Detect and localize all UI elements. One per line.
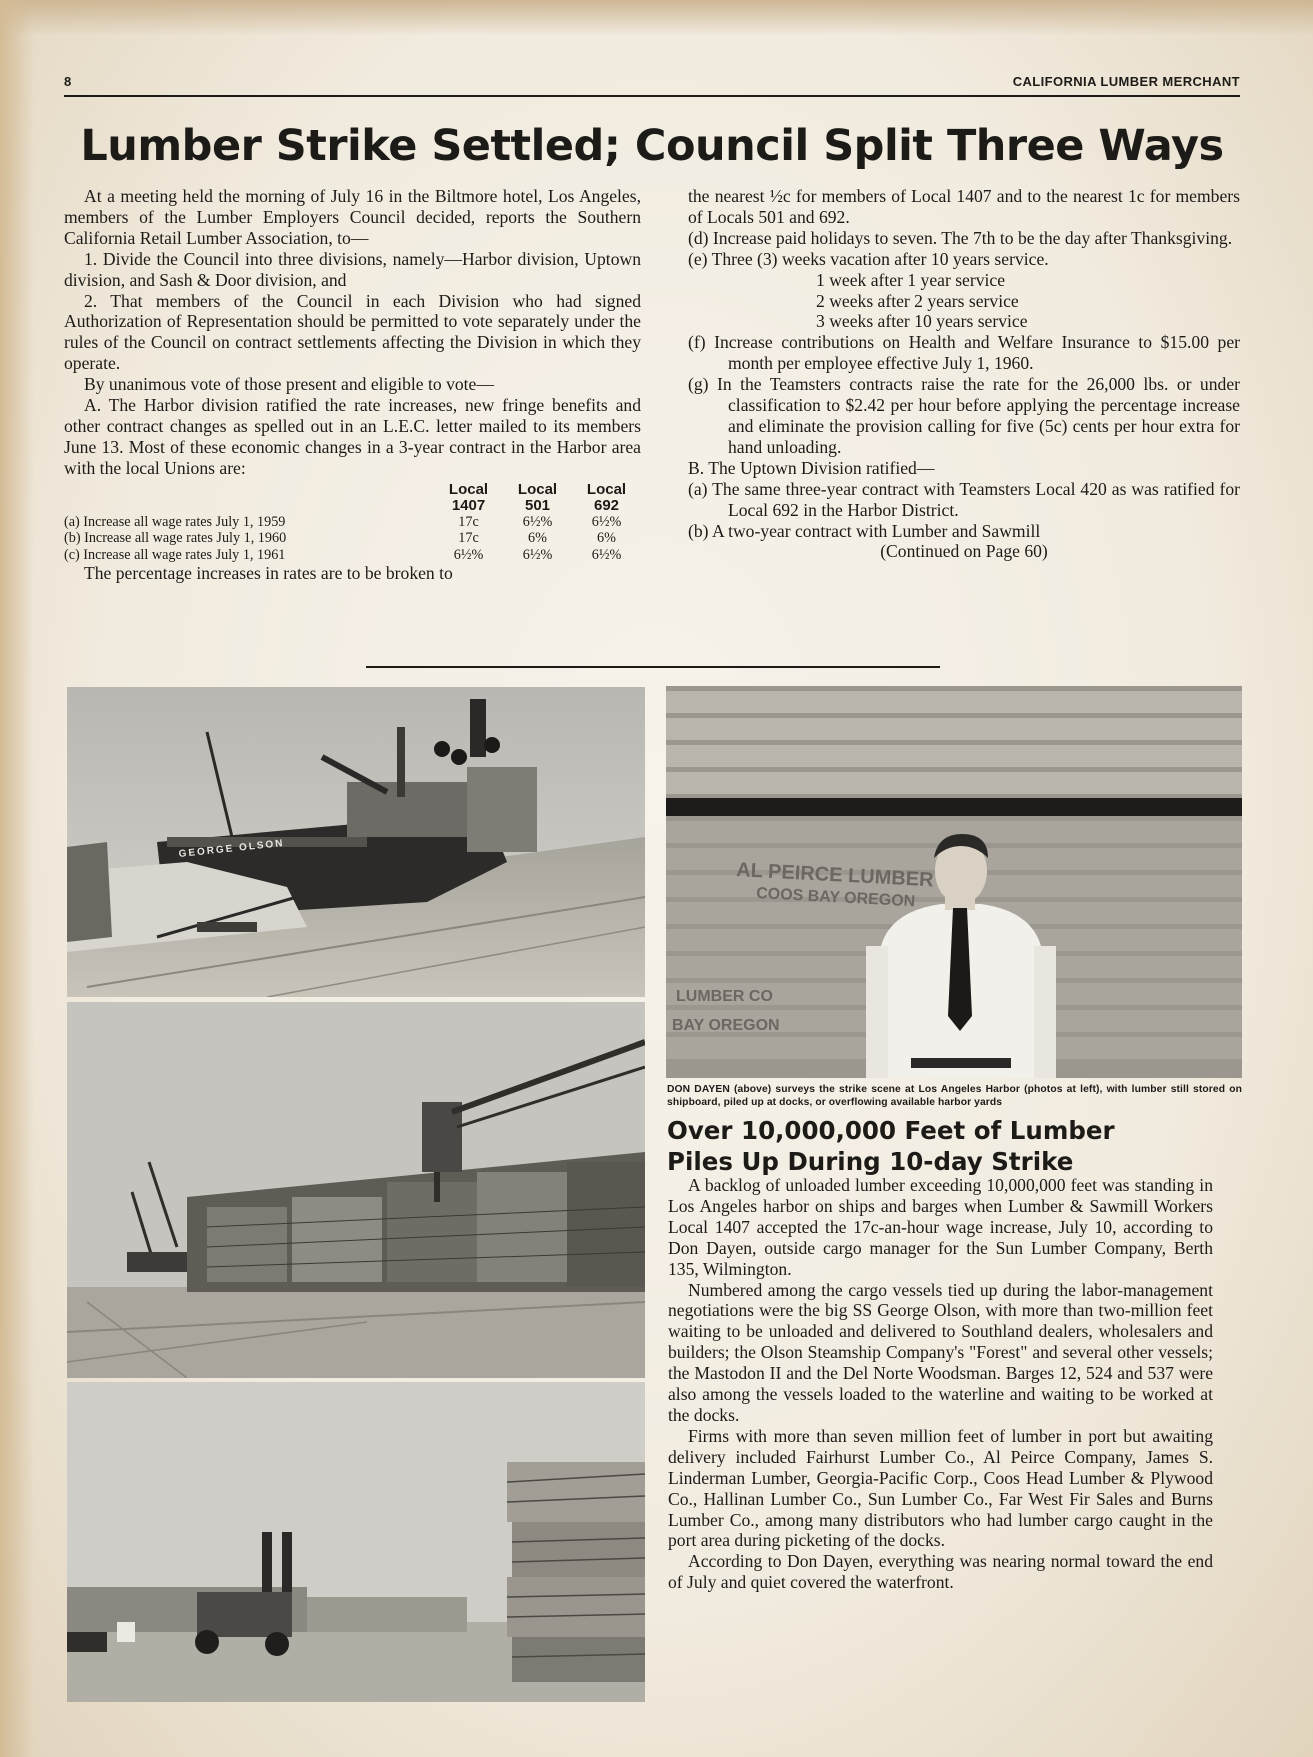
page-number: 8 — [64, 74, 72, 89]
paper-edge-top — [0, 0, 1313, 36]
paragraph: According to Don Dayen, everything was nearing normal toward the end of July and quiet covered the waterfront. — [668, 1551, 1213, 1593]
paragraph: A backlog of unloaded lumber exceeding 10,000,000 feet was standing in Los Angeles harbor on ships and barges when Lumber & Sawmill Workers Local 1407 accepted the 17c-an-hour wage increase, July 10, according to Don Dayen, outside cargo manager for the Sun Lumber Company, Berth 135, Wilmington. — [668, 1175, 1213, 1279]
table-header-row — [64, 482, 641, 514]
paragraph: the nearest ½c for members of Local 1407 and to the nearest 1c for members of Locals 501 and 692. — [688, 186, 1240, 227]
continued-note: (Continued on Page 60) — [880, 541, 1048, 562]
stamp-lettering: COOS BAY OREGON — [755, 885, 916, 911]
paragraph: 1. Divide the Council into three divisions, namely—Harbor division, Uptown division, and Sash & Door division, and — [64, 248, 641, 290]
column-header: Local 501 — [517, 480, 558, 514]
column-header: Local 692 — [586, 480, 627, 514]
stamp-lettering: AL PEIRCE LUMBER — [735, 859, 935, 892]
list-item: (e) Three (3) weeks vacation after 10 years service. — [688, 248, 1049, 269]
photo-ship-at-dock — [67, 687, 645, 997]
article2-headline-line1: Over 10,000,000 Feet of Lumber — [667, 1116, 1115, 1145]
article-column-1 — [64, 186, 641, 584]
table-row: (a) Increase all wage rates July 1, 1959 17c 6½% 6½% — [64, 513, 622, 530]
table-row: (c) Increase all wage rates July 1, 1961 6½% 6½% 6½% — [64, 546, 622, 563]
running-header — [64, 74, 1240, 96]
photo-lumber-yard-forklift — [67, 1382, 645, 1702]
paragraph: 2. That members of the Council in each Division who had signed Authorization of Representation should be permitted to vote separately under the rules of the Council on contract settlements affecting the Division in which they operate. — [64, 290, 641, 374]
stamp-lettering: BAY OREGON — [672, 1017, 780, 1034]
ship-name-lettering: GEORGE OLSON — [178, 837, 285, 860]
photo-dock-cranes-lumber — [67, 1002, 645, 1378]
header-rule — [64, 95, 1240, 97]
list-item: (a) The same three-year contract with Teamsters Local 420 as was ratified for Local 692 in the Harbor District. — [688, 478, 1240, 520]
photo-caption: DON DAYEN (above) surveys the strike scene at Los Angeles Harbor (photos at left), with lumber still stored on shipboard, piled up at docks, or overflowing available harbor yards — [667, 1084, 1242, 1108]
list-item: (g) In the Teamsters contracts raise the rate for the 26,000 lbs. or under classification to $2.42 per hour before applying the percentage increase and eliminate the provision calling for five (5c) cents per hour extra for hand unloading. — [688, 374, 1240, 457]
article2-body — [668, 1175, 1213, 1593]
paragraph: The percentage increases in rates are to be broken to — [84, 563, 453, 584]
paragraph: Numbered among the cargo vessels tied up during the labor-management negotiations were the big SS George Olson, with more than two-million feet waiting to be unloaded and delivered to Southland dealers, wholesalers and builders; the Olson Steamship Company's "Forest" and several other vessels; the Mastodon II and the Del Norte Woodsman. Barges 12, 524 and 537 were also among the vessels loaded to the waterline and waiting to be worked at the docks. — [668, 1279, 1213, 1425]
list-item: (d) Increase paid holidays to seven. The 7th to be the day after Thanksgiving. — [688, 227, 1233, 248]
list-item: (f) Increase contributions on Health and Welfare Insurance to $15.00 per month per employee effective July 1, 1960. — [688, 332, 1240, 374]
paper-edge-left — [0, 0, 34, 1757]
stamp-lettering: LUMBER CO — [676, 988, 773, 1005]
wage-increase-table — [64, 482, 641, 564]
paragraph: B. The Uptown Division ratified— — [688, 457, 935, 478]
column-header: Local 1407 — [448, 480, 489, 514]
section-rule — [366, 666, 940, 668]
article-column-2 — [688, 186, 1240, 562]
vacation-schedule-line: 1 week after 1 year service — [816, 269, 1006, 290]
list-item: (b) A two-year contract with Lumber and Sawmill — [688, 520, 1041, 541]
article2-headline-line2: Piles Up During 10-day Strike — [667, 1147, 1074, 1176]
article2-headline — [667, 1115, 1242, 1177]
paragraph: By unanimous vote of those present and eligible to vote— — [84, 374, 494, 395]
vacation-schedule-line: 2 weeks after 2 years service — [816, 290, 1019, 311]
paragraph: At a meeting held the morning of July 16 in the Biltmore hotel, Los Angeles, members of the Lumber Employers Council decided, reports the Southern California Retail Lumber Association, to— — [64, 186, 641, 248]
table-row: (b) Increase all wage rates July 1, 1960 17c 6% 6% — [64, 530, 616, 547]
vacation-schedule-line: 3 weeks after 10 years service — [816, 311, 1028, 332]
publication-name: CALIFORNIA LUMBER MERCHANT — [1012, 74, 1240, 89]
article-headline: Lumber Strike Settled; Council Split Three Ways — [80, 121, 1224, 171]
photo-don-dayen-portrait — [666, 686, 1242, 1078]
paragraph: Firms with more than seven million feet of lumber in port but awaiting delivery included Fairhurst Lumber Co., Al Peirce Company, James S. Linderman Lumber, Georgia-Pacific Corp., Coos Head Lumber & Plywood Co., Hallinan Lumber Co., Sun Lumber Co., Far West Fir Sales and Burns Lumber Co., among many distributors who had lumber cargo caught in the port area during picketing of the docks. — [668, 1425, 1213, 1551]
paragraph: A. The Harbor division ratified the rate increases, new fringe benefits and other contract changes as spelled out in an L.E.C. letter mailed to its members June 13. Most of these economic changes in a 3-year contract in the Harbor area with the local Unions are: — [64, 395, 641, 478]
